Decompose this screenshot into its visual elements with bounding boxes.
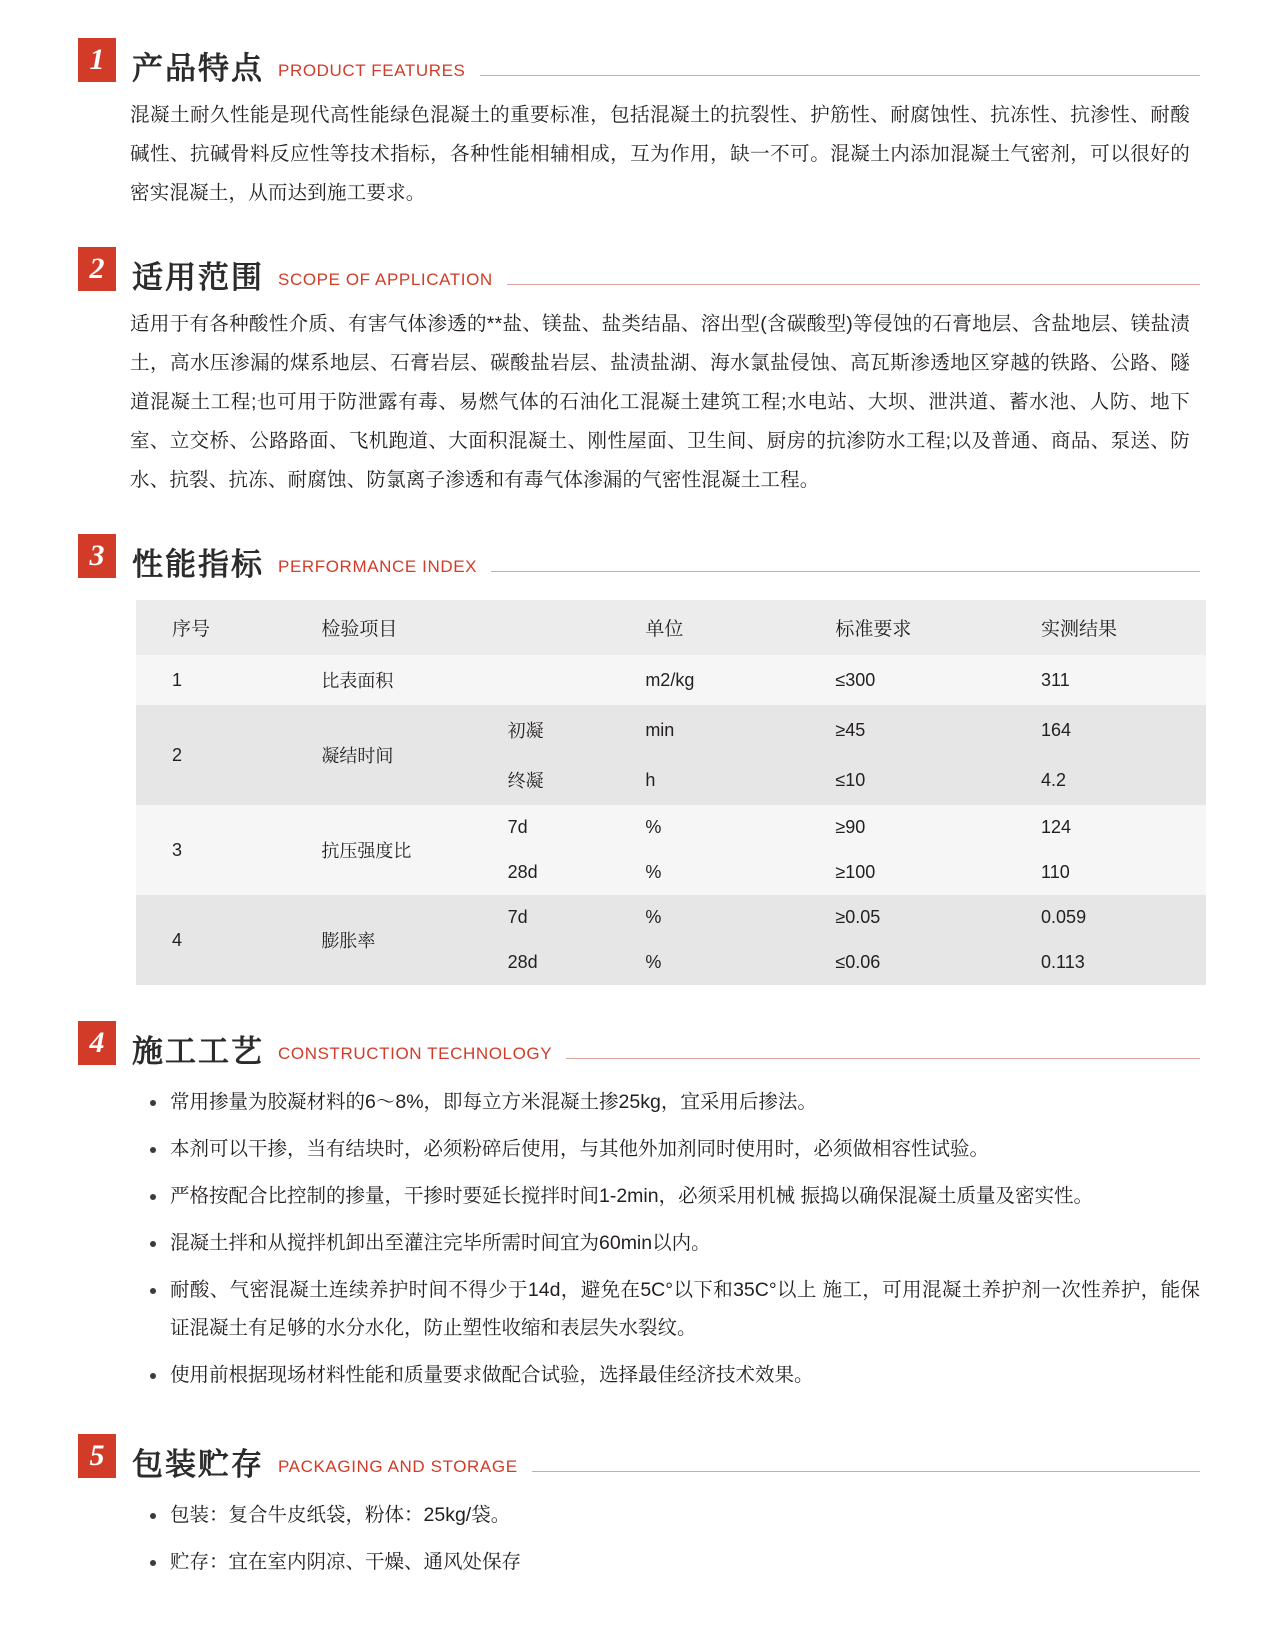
cell-unit: % [645,817,662,837]
column-header-unit: 单位 [645,600,835,655]
construction-technology-list [148,1083,1200,1394]
cell-sub: 7d [507,907,528,927]
cell-standard: ≤0.06 [835,952,881,972]
section-title-en: PRODUCT FEATURES [278,61,466,80]
section-header [78,1434,1200,1483]
cell-standard: ≥100 [835,862,876,882]
section-divider-rule [532,1471,1200,1472]
cell-item: 膨胀率 [321,931,376,951]
cell-unit: % [645,952,662,972]
list-item: 包装：复合牛皮纸袋，粉体：25kg/袋。 [148,1496,1200,1534]
cell-no: 3 [172,839,183,860]
cell-item: 比表面积 [321,671,394,691]
column-header-item: 检验项目 [291,600,645,655]
cell-standard: ≤300 [835,669,876,690]
column-header-result: 实测结果 [1041,600,1206,655]
cell-standard: ≥0.05 [835,907,881,927]
cell-result: 124 [1041,817,1072,837]
list-item: 常用掺量为胶凝材料的6～8%，即每立方米混凝土掺25kg，宜采用后掺法。 [148,1083,1200,1121]
cell-result: 110 [1041,862,1070,882]
table-row [136,655,1206,705]
section-title-en: SCOPE OF APPLICATION [278,270,493,289]
list-item: 使用前根据现场材料性能和质量要求做配合试验，选择最佳经济技术效果。 [148,1356,1200,1394]
product-features-paragraph: 混凝土耐久性能是现代高性能绿色混凝土的重要标准，包括混凝土的抗裂性、护筋性、耐腐蚀性、抗冻性、抗渗性、耐酸碱性、抗碱骨料反应性等技术指标，各种性能相辅相成，互为作用，缺一不可。混凝土内添加混凝土气密剂，可以很好的密实混凝土，从而达到施工要求。 [130,104,1190,204]
cell-unit: h [645,769,656,790]
table-row [136,895,1206,940]
cell-standard: ≥45 [835,719,866,740]
section-divider-rule [566,1058,1200,1059]
list-item: 耐酸、气密混凝土连续养护时间不得少于14d，避免在5C°以下和35C°以上 施工，可用混凝土养护剂一次性养护，能保证混凝土有足够的水分水化，防止塑性收缩和表层失水裂纹。 [148,1271,1200,1347]
cell-sub: 28d [507,952,538,972]
cell-unit: m2/kg [645,669,695,690]
cell-result: 0.059 [1041,907,1087,927]
section-performance-index [78,534,1200,985]
cell-sub: 7d [507,817,528,837]
section-header [78,38,1200,86]
section-number-badge: 1 [78,38,116,82]
list-item: 贮存：宜在室内阴凉、干燥、通风处保存 [148,1543,1200,1581]
list-item: 严格按配合比控制的掺量，干掺时要延长搅拌时间1-2min，必须采用机械 振捣以确保混凝土质量及密实性。 [148,1177,1200,1215]
section-number-badge: 4 [78,1021,116,1065]
cell-sub: 28d [507,862,538,882]
performance-index-table [136,600,1206,985]
cell-no: 4 [172,929,183,950]
section-title-en: CONSTRUCTION TECHNOLOGY [278,1044,553,1063]
column-header-no: 序号 [136,600,291,655]
performance-table-wrap [136,600,1206,985]
cell-result: 311 [1041,669,1070,690]
section-header [78,247,1200,295]
cell-item: 抗压强度比 [321,841,412,861]
section-number-badge: 3 [78,534,116,578]
cell-standard: ≤10 [835,769,866,790]
table-row [136,705,1206,755]
section-title-cn: 性能指标 [132,547,264,582]
table-header-row [136,600,1206,655]
section-construction-technology [78,1021,1200,1394]
section-packaging-storage [78,1434,1200,1581]
cell-result: 164 [1041,719,1072,740]
cell-unit: min [645,719,675,740]
cell-sub: 终凝 [507,771,544,791]
section-number-badge: 5 [78,1434,116,1478]
section-divider-rule [491,571,1200,572]
cell-sub: 初凝 [507,721,544,741]
cell-no: 2 [172,744,183,765]
section-title-en: PERFORMANCE INDEX [278,557,478,576]
cell-unit: % [645,862,662,882]
cell-no: 1 [172,669,183,690]
section-title-en: PACKAGING AND STORAGE [278,1457,518,1477]
cell-result: 4.2 [1041,769,1067,790]
cell-sub [498,655,646,705]
section-divider-rule [507,284,1200,285]
column-header-standard: 标准要求 [835,600,1041,655]
section-header [78,1021,1200,1069]
section-product-features [78,38,1200,213]
section-title-cn: 包装贮存 [132,1447,264,1483]
section-number-badge: 2 [78,247,116,291]
cell-standard: ≥90 [835,817,866,837]
cell-item: 凝结时间 [321,746,394,766]
section-scope-of-application [78,247,1200,500]
section-title-cn: 施工工艺 [132,1034,264,1069]
scope-of-application-paragraph: 适用于有各种酸性介质、有害气体渗透的**盐、镁盐、盐类结晶、溶出型(含碳酸型)等侵蚀的石膏地层、含盐地层、镁盐渍土，高水压渗漏的煤系地层、石膏岩层、碳酸盐岩层、盐渍盐湖、海水氯盐侵蚀、高瓦斯渗透地区穿越的铁路、公路、隧道混凝土工程;也可用于防泄露有毒、易燃气体的石油化工混凝土建筑工程;水电站、大坝、泄洪道、蓄水池、人防、地下室、立交桥、公路路面、飞机跑道、大面积混凝土、刚性屋面、卫生间、厨房的抗渗防水工程;以及普通、商品、泵送、防水、抗裂、抗冻、耐腐蚀、防氯离子渗透和有毒气体渗漏的气密性混凝土工程。 [130,313,1190,491]
cell-result: 0.113 [1041,952,1085,972]
list-item: 混凝土拌和从搅拌机卸出至灌注完毕所需时间宜为60min以内。 [148,1224,1200,1262]
section-header [78,534,1200,582]
packaging-storage-list [148,1496,1200,1581]
cell-unit: % [645,907,662,927]
section-title-cn: 产品特点 [132,51,264,86]
list-item: 本剂可以干掺，当有结块时，必须粉碎后使用，与其他外加剂同时使用时，必须做相容性试验。 [148,1130,1200,1168]
section-divider-rule [480,75,1201,76]
section-title-cn: 适用范围 [132,260,264,295]
table-row [136,805,1206,850]
